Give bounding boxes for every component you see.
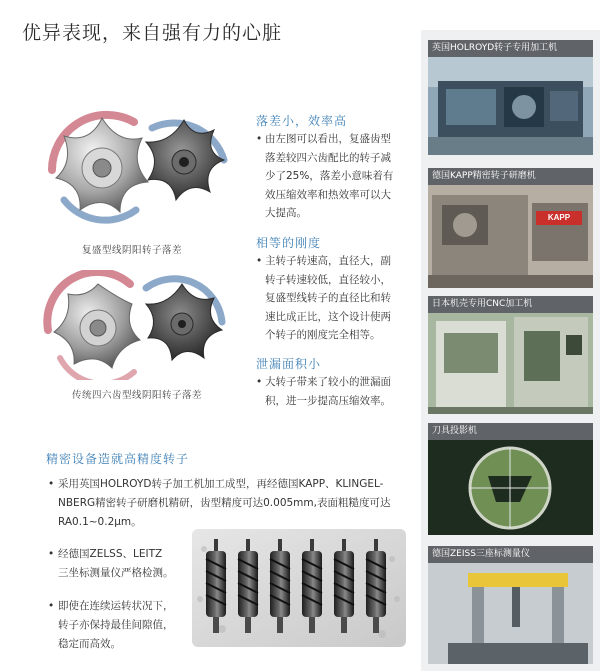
equipment-panel-zeiss	[428, 546, 593, 664]
feature-title-stiffness: 相等的刚度	[256, 236, 322, 250]
precision-section-title: 精密设备造就高精度转子	[46, 452, 190, 466]
precision-paragraph-machining: 采用英国HOLROYD转子加工机加工成型，再经德国KAPP、KLINGEL- NBERG精密转子研磨机精研，齿型精度可达0.005mm,表面粗糙度可达 RA0.1~0.2μm。	[58, 478, 391, 528]
page-title: 优异表现，来自强有力的心脏	[22, 22, 283, 44]
equipment-panel-holroyd	[428, 40, 593, 155]
feature-text-stiffness: 主转子转速高，直径大，副 转子转速较低，直径较小， 复盛型线转子的直径比和转 速比成正比，这个设计使两 个转子的刚度完全相等。	[265, 255, 391, 342]
equipment-label-zeiss: 德国ZEISS三座标测量仪	[428, 546, 593, 563]
bullet-dot: •	[48, 478, 55, 490]
holroyd-machine-photo	[428, 57, 593, 155]
figure-caption-fusheng: 复盛型线阴阳转子落差	[82, 245, 183, 256]
kapp-sign-text: KAPP	[547, 213, 571, 222]
zeiss-cmm-photo	[428, 563, 593, 664]
feature-title-leakage: 泄漏面积小	[256, 357, 322, 371]
equipment-label-projector: 刀具投影机	[428, 423, 593, 440]
cnc-machine-photo	[428, 313, 593, 414]
precision-paragraph-inspection: 经德国ZELSS、LEITZ 三坐标测量仪严格检测。	[58, 548, 174, 579]
rotors-photo	[192, 529, 406, 647]
feature-title-efficiency: 落差小，效率高	[256, 114, 348, 128]
figure-caption-traditional: 传统四六齿型线阴阳转子落差	[72, 390, 203, 401]
feature-text-efficiency: 由左图可以看出，复盛齿型 落差较四六齿配比的转子减 少了25%，落差小意味着有 效压缩效率和热效率可以大 大提高。	[265, 133, 394, 220]
bullet-dot: •	[256, 376, 263, 388]
equipment-label-holroyd: 英国HOLROYD转子专用加工机	[428, 40, 593, 57]
precision-paragraph-stability: 即使在连续运转状况下， 转子亦保持最佳间隙值， 稳定而高效。	[58, 600, 174, 650]
rotor-diagram-traditional	[34, 270, 234, 380]
bullet-dot: •	[48, 548, 55, 560]
bullet-dot: •	[48, 600, 55, 612]
equipment-label-cnc: 日本机壳专用CNC加工机	[428, 296, 593, 313]
bullet-dot: •	[256, 255, 263, 267]
bullet-dot: •	[256, 133, 263, 145]
equipment-panel-cnc	[428, 296, 593, 414]
kapp-machine-photo	[428, 185, 593, 288]
rotor-diagram-fusheng	[34, 100, 234, 230]
equipment-label-kapp: 德国KAPP精密转子研磨机	[428, 168, 593, 185]
projector-photo	[428, 440, 593, 535]
feature-text-leakage: 大转子带来了较小的泄漏面 积，进一步提高压缩效率。	[265, 376, 391, 407]
equipment-panel-projector	[428, 423, 593, 535]
equipment-panel-kapp	[428, 168, 593, 288]
